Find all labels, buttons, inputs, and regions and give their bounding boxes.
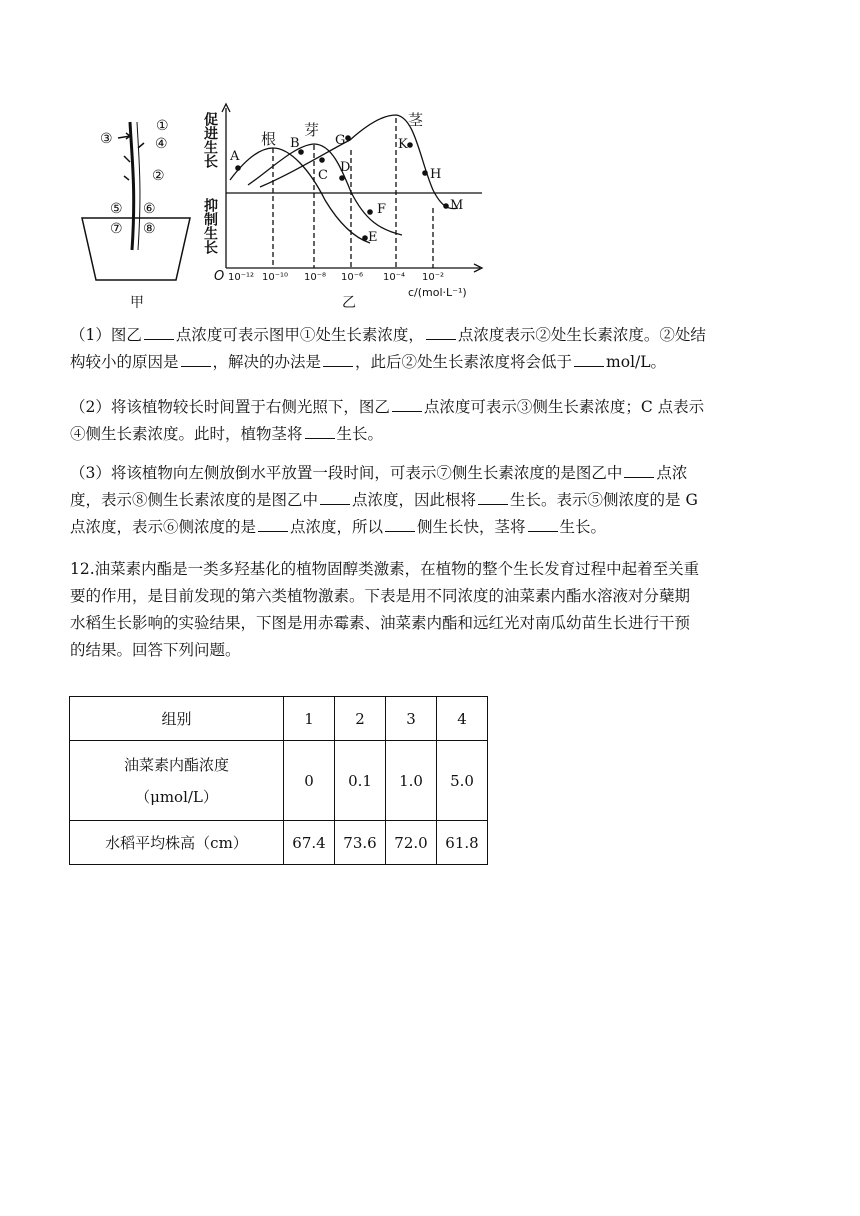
- question-12: [70, 556, 782, 664]
- answer-blank[interactable]: [385, 530, 415, 532]
- q2-text-a: （2）将该植物较长时间置于右侧光照下，图乙: [70, 398, 390, 416]
- answer-blank[interactable]: [323, 365, 353, 367]
- q3-text-e: 生长。表示⑤侧浓度的是 G: [510, 491, 698, 509]
- q1-text-c: 点浓度表示②处生长素浓度。②处结: [457, 326, 706, 344]
- q1-text-f: ，此后②处生长素浓度将会低于: [355, 353, 573, 371]
- q1-text-b: 点浓度可表示图甲①处生长素浓度，: [175, 326, 424, 344]
- plant-label-1: ①: [156, 118, 169, 134]
- point-F: F: [377, 202, 387, 217]
- q12-line-4: 的结果。回答下列问题。: [70, 641, 241, 659]
- conc-label-line2: （μmol/L）: [135, 787, 218, 806]
- q3-text-d: 点浓度，因此根将: [352, 491, 477, 509]
- q1-text-e: ，解决的办法是: [212, 353, 322, 371]
- point-A: A: [230, 149, 240, 164]
- question-2: [70, 394, 782, 448]
- plant-label-6: ⑥: [143, 201, 156, 217]
- table-cell: 0.1: [335, 741, 386, 821]
- answer-blank[interactable]: [528, 530, 558, 532]
- q3-text-a: （3）将该植物向左侧放倒水平放置一段时间，可表示⑦侧生长素浓度的是图乙中: [70, 464, 623, 482]
- answer-blank[interactable]: [478, 503, 508, 505]
- point-E: E: [368, 230, 378, 245]
- q3-text-g: 点浓度，所以: [290, 518, 384, 536]
- conc-label-line1: 油菜素内酯浓度: [123, 755, 229, 774]
- q3-text-c: 度，表示⑧侧生长素浓度的是图乙中: [70, 491, 319, 509]
- table-header-label: 组别: [70, 697, 284, 741]
- table-cell: 61.8: [437, 821, 488, 865]
- table-cell: 1.0: [386, 741, 437, 821]
- q2-text-b: 点浓度可表示③侧生长素浓度；C 点表示: [423, 398, 705, 416]
- table-height-label: 水稻平均株高（cm）: [70, 821, 284, 865]
- x-tick-2: 10⁻¹⁰: [262, 272, 289, 283]
- question-3: [70, 460, 782, 541]
- x-tick-1: 10⁻¹²: [228, 272, 255, 283]
- q1-text-g: mol/L。: [606, 353, 667, 371]
- point-K: K: [398, 137, 408, 152]
- answer-blank[interactable]: [144, 338, 174, 340]
- answer-blank[interactable]: [392, 410, 422, 412]
- plant-label-4: ④: [155, 136, 168, 152]
- table-group: 1: [284, 697, 335, 741]
- plant-label-3: ③: [100, 131, 113, 147]
- brassinolide-table: [69, 696, 488, 865]
- question-1: [70, 322, 782, 376]
- x-tick-4: 10⁻⁶: [341, 272, 364, 283]
- auxin-figure: [80, 100, 500, 315]
- figure-label-yi: 乙: [342, 295, 356, 311]
- answer-blank[interactable]: [305, 437, 335, 439]
- table-cell: 67.4: [284, 821, 335, 865]
- curve-label-bud: 芽: [304, 121, 320, 139]
- x-tick-5: 10⁻⁴: [383, 272, 406, 283]
- q1-text-d: 构较小的原因是: [70, 353, 179, 371]
- q3-text-f: 点浓度，表示⑥侧浓度的是: [70, 518, 257, 536]
- graph-points: [235, 135, 449, 241]
- curve-label-stem: 茎: [408, 111, 424, 129]
- q2-text-d: 生长。: [336, 425, 384, 443]
- q12-line-3: 水稻生长影响的实验结果，下图是用赤霉素、油菜素内酯和远红光对南瓜幼苗生长进行干预: [70, 614, 691, 632]
- point-C: C: [318, 168, 328, 183]
- answer-blank[interactable]: [320, 503, 350, 505]
- table-cell: 5.0: [437, 741, 488, 821]
- plant-label-8: ⑧: [143, 221, 156, 237]
- answer-blank[interactable]: [624, 476, 654, 478]
- table-group: 2: [335, 697, 386, 741]
- x-axis-unit: c/(mol·L⁻¹): [408, 286, 467, 299]
- point-H: H: [430, 167, 442, 182]
- point-G: G: [335, 133, 346, 148]
- y-label-inhibit: 抑制生长: [202, 198, 218, 254]
- answer-blank[interactable]: [258, 530, 288, 532]
- table-row: [70, 821, 488, 865]
- table-cell: 72.0: [386, 821, 437, 865]
- curve-label-root: 根: [261, 130, 277, 148]
- figure-label-jia: 甲: [130, 295, 144, 311]
- answer-blank[interactable]: [574, 365, 604, 367]
- plant-label-2: ②: [152, 168, 165, 184]
- plant-label-5: ⑤: [110, 201, 123, 217]
- origin-label: O: [214, 269, 225, 284]
- x-tick-6: 10⁻²: [422, 272, 445, 283]
- q12-line-2: 要的作用，是目前发现的第六类植物激素。下表是用不同浓度的油菜素内酯水溶液对分蘖期: [70, 587, 691, 605]
- table-row: [70, 741, 488, 821]
- plant-label-7: ⑦: [110, 221, 123, 237]
- stem-curve: [260, 115, 458, 209]
- q3-text-h: 侧生长快，茎将: [417, 518, 526, 536]
- pot-shape: [82, 218, 190, 280]
- point-D: D: [340, 160, 351, 175]
- answer-blank[interactable]: [181, 365, 211, 367]
- point-M: M: [450, 198, 464, 213]
- x-tick-3: 10⁻⁸: [304, 272, 327, 283]
- y-label-promote: 促进生长: [202, 112, 218, 168]
- table-cell: 73.6: [335, 821, 386, 865]
- q2-text-c: ④侧生长素浓度。此时，植物茎将: [70, 425, 303, 443]
- table-cell: 0: [284, 741, 335, 821]
- q3-text-b: 点浓: [656, 464, 688, 482]
- q3-text-i: 生长。: [559, 518, 607, 536]
- bud-curve: [248, 144, 402, 235]
- point-B: B: [290, 136, 300, 151]
- table-group: 3: [386, 697, 437, 741]
- table-concentration-label: [70, 741, 284, 821]
- answer-blank[interactable]: [426, 338, 456, 340]
- table-row: [70, 697, 488, 741]
- table-group: 4: [437, 697, 488, 741]
- q12-line-1: 12.油菜素内酯是一类多羟基化的植物固醇类激素，在植物的整个生长发育过程中起着至关重: [70, 560, 700, 578]
- q1-text-a: （1）图乙: [70, 326, 142, 344]
- plant-diagram: [82, 122, 190, 280]
